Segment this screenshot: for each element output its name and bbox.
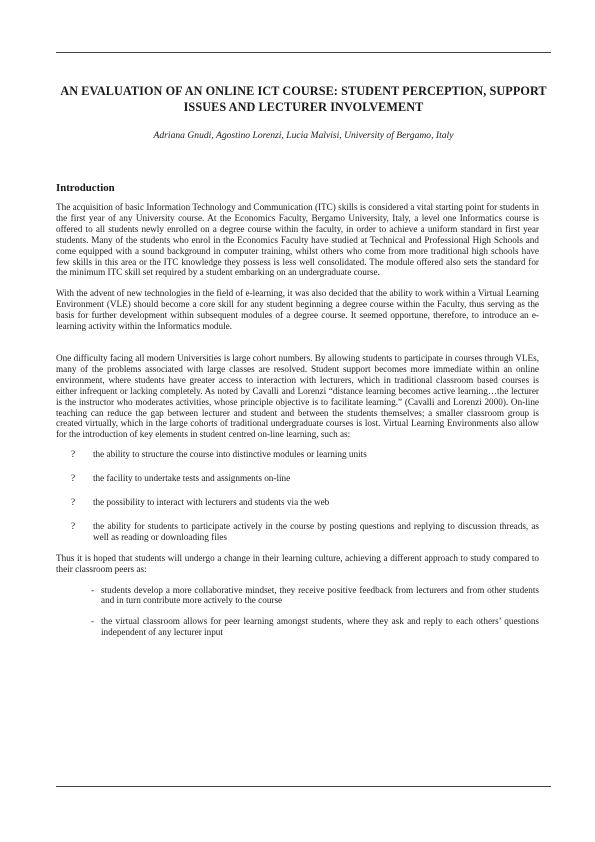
section-heading: Introduction bbox=[56, 182, 115, 194]
list-item bbox=[56, 497, 539, 508]
list-item-text: the facility to undertake tests and assignments on-line bbox=[93, 473, 291, 484]
author-line: Adriana Gnudi, Agostino Lorenzi, Lucia Malvisi, University of Bergamo, Italy bbox=[153, 130, 454, 141]
paragraph-1: The acquisition of basic Information Technology and Communication (ITC) skills is considered a vital starting point for students in the first year of any University course. At the Economics Faculty, Bergamo University, Italy, a level one Informatics course is offered to all students newly enrolled on a degree course within the faculty, in order to achieve a uniform standard in first year students. Many of the students who enrol in the Economics Faculty have studied at Technical and Professional High Schools and come equipped with a sound background in computer training, whilst others who come from more traditional high schools have few skills in this area or the ITC knowledge they possess is less well consolidated. The module offered also sets the standard for the minimum ITC skill set required by a student embarking on an undergraduate course. bbox=[56, 202, 539, 278]
paragraph-2: With the advent of new technologies in the field of e-learning, it was also decided that the ability to work within a Virtual Learning Environment (VLE) should become a core skill for any student beginning a degree course within the Faculty, thus serving as the basis for further development within subsequent modules of a degree course. It seemed opportune, therefore, to introduce an e-learning activity within the Informatics module. bbox=[56, 288, 539, 332]
top-rule bbox=[56, 52, 551, 53]
list-item-text: the ability for students to participate actively in the course by posting questions and replying to discussion threads, as well as reading or downloading files bbox=[93, 520, 539, 542]
bullet-marker: ? bbox=[71, 449, 76, 460]
body-text bbox=[56, 182, 539, 638]
list-item-text: students develop a more collaborative mindset, they receive positive feedback from lecturers and from other students and in turn contribute more actively to the course bbox=[101, 584, 539, 606]
paper-title: AN EVALUATION OF AN ONLINE ICT COURSE: STUDENT PERCEPTION, SUPPORT ISSUES AND LECTURER INVOLVEMENT bbox=[60, 84, 547, 114]
list-item bbox=[56, 473, 539, 484]
outcome-list bbox=[56, 585, 539, 639]
bottom-rule bbox=[56, 786, 551, 787]
bullet-marker: ? bbox=[71, 520, 76, 531]
list-item bbox=[56, 521, 539, 543]
list-item bbox=[56, 616, 539, 638]
bullet-marker: ? bbox=[71, 473, 76, 484]
paragraph-3: One difficulty facing all modern Universities is large cohort numbers. By allowing students to participate in courses through VLEs, many of the problems associated with large classes are resolved. Student support becomes more immediate within an online environment, where students have greater access to interaction with lecturers, which in traditional classroom based courses is either infrequent or lacking completely. As noted by Cavalli and Lorenzi “distance learning becomes active learning…the lecturer is the instructor who moderates activities, whose principle objective is to facilitate learning.” (Cavalli and Lorenzi 2000). On-line teaching can reduce the gap between lecturer and student and between the students themselves; a smaller classroom group is created virtually, which in the large cohorts of traditional undergraduate courses is lost. Virtual Learning Environments also allow for the introduction of key elements in student centred on-line learning, such as: bbox=[56, 352, 539, 440]
dash-marker: - bbox=[91, 584, 95, 595]
list-item-text: the possibility to interact with lecturers and students via the web bbox=[93, 497, 330, 508]
feature-list bbox=[56, 449, 539, 543]
list-item-text: the virtual classroom allows for peer learning amongst students, where they ask and reply to each others’ questions independent of any lecturer input bbox=[101, 616, 539, 638]
dash-marker: - bbox=[91, 616, 95, 627]
list-item bbox=[56, 585, 539, 607]
paragraph-4: Thus it is hoped that students will undergo a change in their learning culture, achieving a different approach to study compared to their classroom peers as: bbox=[56, 552, 539, 574]
list-item bbox=[56, 449, 539, 460]
bullet-marker: ? bbox=[71, 497, 76, 508]
list-item-text: the ability to structure the course into distinctive modules or learning units bbox=[93, 449, 367, 460]
